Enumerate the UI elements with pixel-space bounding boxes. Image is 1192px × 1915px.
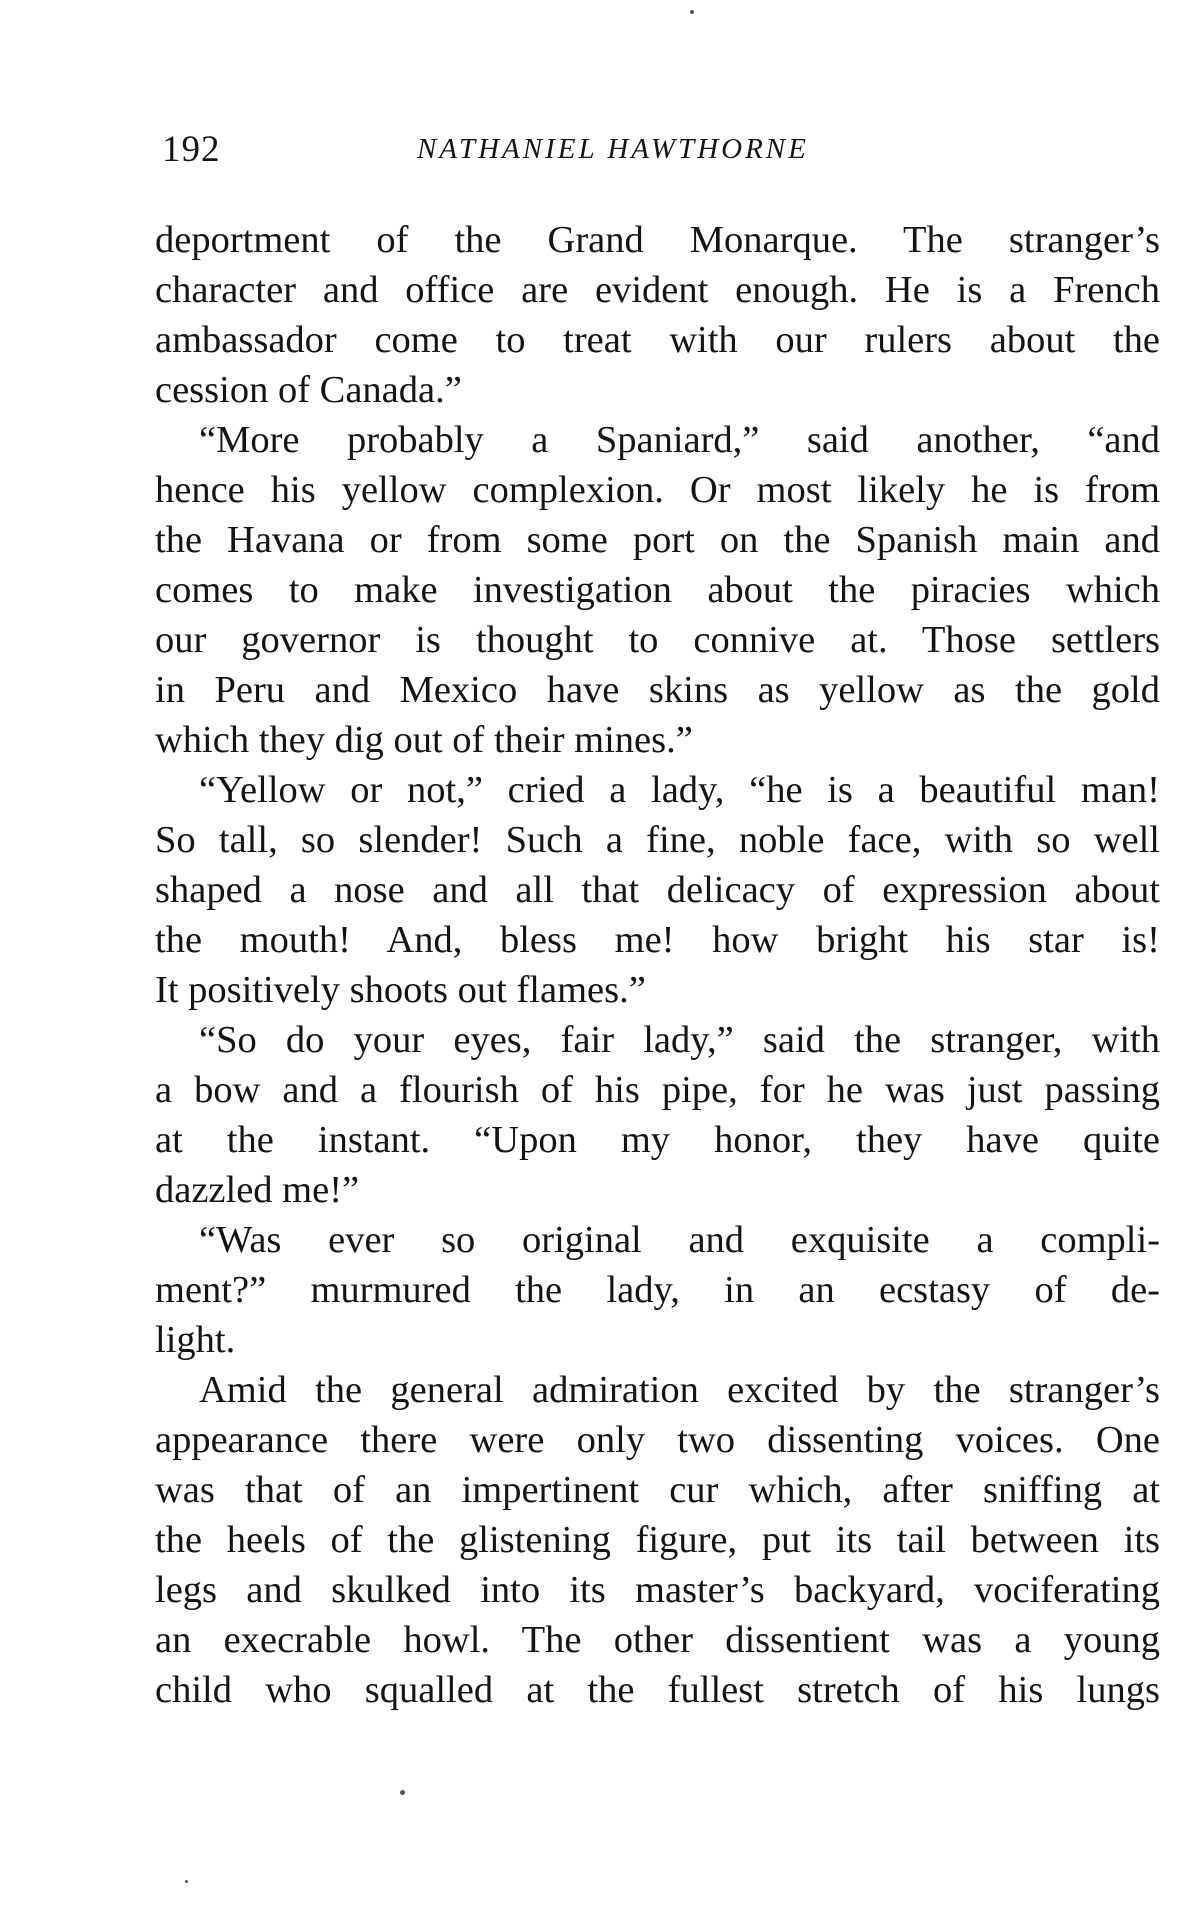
text-line: dazzled me!” (155, 1169, 360, 1211)
text-line: appearance there were only two dissenting voices. One (155, 1419, 1160, 1461)
text-line: deportment of the Grand Monarque. The stranger’s (155, 219, 1160, 261)
text-line: cession of Canada.” (155, 369, 462, 411)
print-speck (690, 10, 694, 14)
text-line: child who squalled at the fullest stretch of his lungs (155, 1669, 1160, 1711)
text-line: light. (155, 1319, 236, 1361)
text-line: a bow and a flourish of his pipe, for he was just passing (155, 1069, 1160, 1111)
text-line: ambassador come to treat with our rulers about the (155, 319, 1160, 361)
text-line: “More probably a Spaniard,” said another, “and (199, 419, 1160, 461)
text-line: shaped a nose and all that delicacy of expression about (155, 869, 1160, 911)
text-line: our governor is thought to connive at. Those settlers (155, 619, 1160, 661)
text-line: legs and skulked into its master’s backyard, vociferating (155, 1569, 1160, 1611)
page-header (162, 128, 1162, 178)
text-line: hence his yellow complexion. Or most likely he is from (155, 469, 1160, 511)
text-line: the heels of the glistening figure, put its tail between its (155, 1519, 1160, 1561)
text-line: So tall, so slender! Such a fine, noble face, with so well (155, 819, 1160, 861)
body-text (155, 215, 1160, 1715)
text-line: the mouth! And, bless me! how bright his star is! (155, 919, 1160, 961)
text-line: ment?” murmured the lady, in an ecstasy of de- (155, 1269, 1160, 1311)
print-speck (185, 1880, 188, 1883)
text-line: “Was ever so original and exquisite a compli- (199, 1219, 1160, 1261)
text-line: character and office are evident enough. He is a French (155, 269, 1160, 311)
running-head: NATHANIEL HAWTHORNE (417, 133, 809, 165)
text-line: “Yellow or not,” cried a lady, “he is a beautiful man! (199, 769, 1160, 811)
text-line: at the instant. “Upon my honor, they have quite (155, 1119, 1160, 1161)
text-line: comes to make investigation about the piracies which (155, 569, 1160, 611)
text-line: the Havana or from some port on the Spanish main and (155, 519, 1160, 561)
text-line: Amid the general admiration excited by the stranger’s (199, 1369, 1160, 1411)
text-line: was that of an impertinent cur which, after sniffing at (155, 1469, 1160, 1511)
text-line: in Peru and Mexico have skins as yellow as the gold (155, 669, 1160, 711)
text-line: an execrable howl. The other dissentient was a young (155, 1619, 1160, 1661)
text-line: which they dig out of their mines.” (155, 719, 693, 761)
print-speck (400, 1790, 405, 1795)
text-line: It positively shoots out flames.” (155, 969, 646, 1011)
text-line: “So do your eyes, fair lady,” said the stranger, with (199, 1019, 1160, 1061)
page-number: 192 (162, 129, 221, 170)
